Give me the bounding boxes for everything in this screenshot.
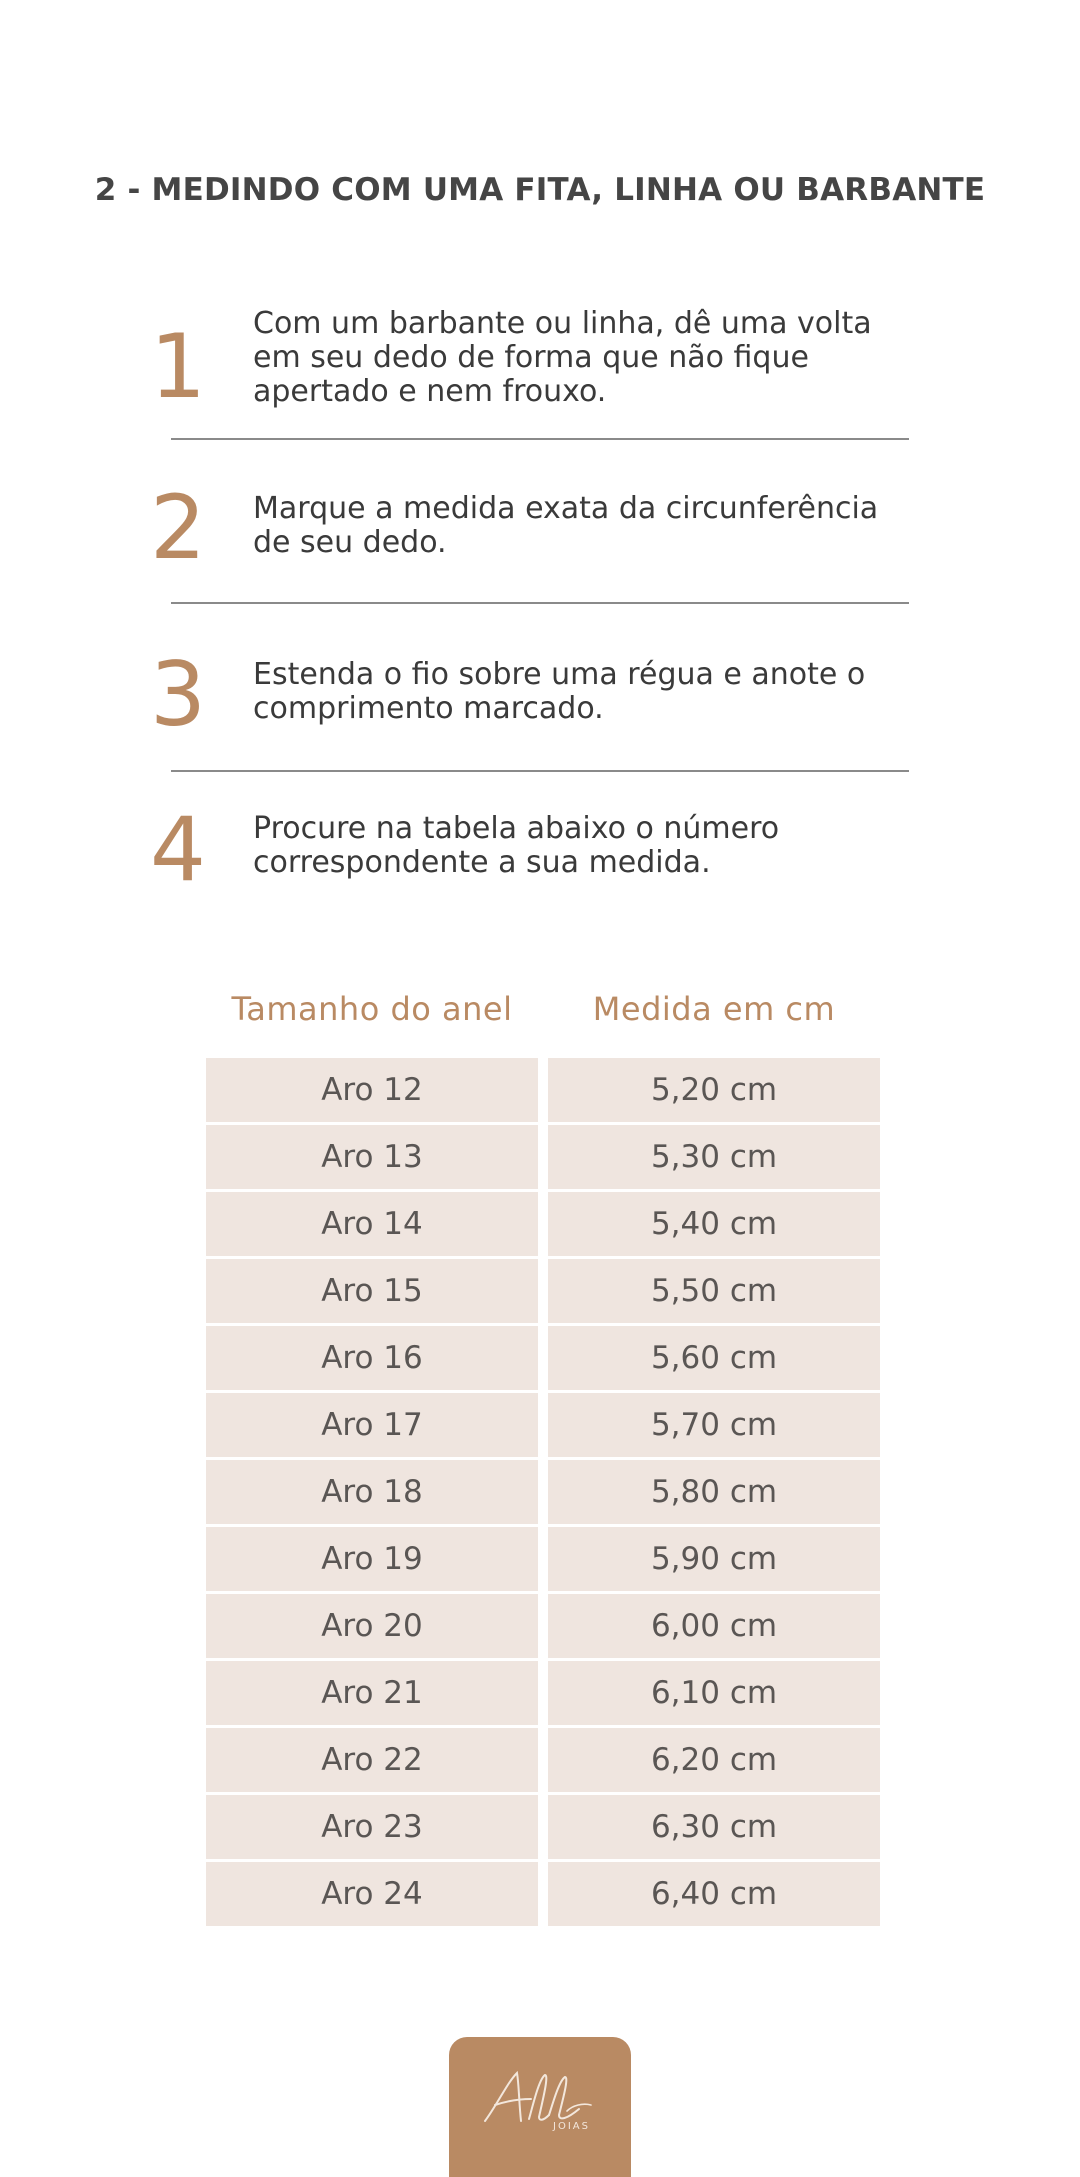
ring-size-cell: Aro 18 xyxy=(206,1460,538,1524)
ring-size-cell: Aro 19 xyxy=(206,1527,538,1591)
measure-cell: 6,20 cm xyxy=(548,1728,880,1792)
ring-size-cell: Aro 23 xyxy=(206,1795,538,1859)
table-row xyxy=(206,1192,880,1256)
svg-text:JOIAS: JOIAS xyxy=(553,2121,590,2132)
divider xyxy=(171,602,909,604)
table-row xyxy=(206,1594,880,1658)
ring-size-cell: Aro 15 xyxy=(206,1259,538,1323)
ring-size-cell: Aro 12 xyxy=(206,1058,538,1122)
ring-size-cell: Aro 20 xyxy=(206,1594,538,1658)
page-title: 2 - MEDINDO COM UMA FITA, LINHA OU BARBANTE xyxy=(94,172,986,208)
measure-cell: 6,40 cm xyxy=(548,1862,880,1926)
step-number: 4 xyxy=(150,798,206,901)
logo-signature-icon xyxy=(479,2065,601,2135)
table-row xyxy=(206,1058,880,1122)
table-row xyxy=(206,1259,880,1323)
step-text: Marque a medida exata da circunferência de seu dedo. xyxy=(253,491,879,560)
measure-cell: 5,50 cm xyxy=(548,1259,880,1323)
measure-cell: 5,70 cm xyxy=(548,1393,880,1457)
measure-cell: 5,80 cm xyxy=(548,1460,880,1524)
ring-size-cell: Aro 13 xyxy=(206,1125,538,1189)
table-row xyxy=(206,1527,880,1591)
measure-cell: 5,30 cm xyxy=(548,1125,880,1189)
measure-cell: 5,40 cm xyxy=(548,1192,880,1256)
table-row xyxy=(206,1460,880,1524)
brand-logo xyxy=(449,2037,631,2177)
ring-size-cell: Aro 21 xyxy=(206,1661,538,1725)
step-text: Estenda o fio sobre uma régua e anote o comprimento marcado. xyxy=(253,657,866,726)
table-row xyxy=(206,1795,880,1859)
ring-size-cell: Aro 17 xyxy=(206,1393,538,1457)
measure-cell: 5,90 cm xyxy=(548,1527,880,1591)
measure-cell: 5,20 cm xyxy=(548,1058,880,1122)
measure-cell: 5,60 cm xyxy=(548,1326,880,1390)
step-number: 2 xyxy=(150,476,206,579)
step-text: Procure na tabela abaixo o número correspondente a sua medida. xyxy=(253,811,780,880)
step-number: 1 xyxy=(150,315,206,418)
table-row xyxy=(206,1393,880,1457)
measure-cell: 6,30 cm xyxy=(548,1795,880,1859)
ring-size-cell: Aro 22 xyxy=(206,1728,538,1792)
table-row xyxy=(206,1125,880,1189)
step-number: 3 xyxy=(150,643,206,746)
measure-cell: 6,00 cm xyxy=(548,1594,880,1658)
measure-cell: 6,10 cm xyxy=(548,1661,880,1725)
step-text: Com um barbante ou linha, dê uma volta em seu dedo de forma que não fique apertado e nem frouxo. xyxy=(253,306,872,409)
divider xyxy=(171,770,909,772)
table-header-ring-size: Tamanho do anel xyxy=(231,990,513,1028)
ring-size-cell: Aro 14 xyxy=(206,1192,538,1256)
ring-size-cell: Aro 16 xyxy=(206,1326,538,1390)
divider xyxy=(171,438,909,440)
table-row xyxy=(206,1862,880,1926)
table-header-measure: Medida em cm xyxy=(592,990,836,1028)
table-row xyxy=(206,1661,880,1725)
table-row xyxy=(206,1326,880,1390)
ring-size-cell: Aro 24 xyxy=(206,1862,538,1926)
table-row xyxy=(206,1728,880,1792)
